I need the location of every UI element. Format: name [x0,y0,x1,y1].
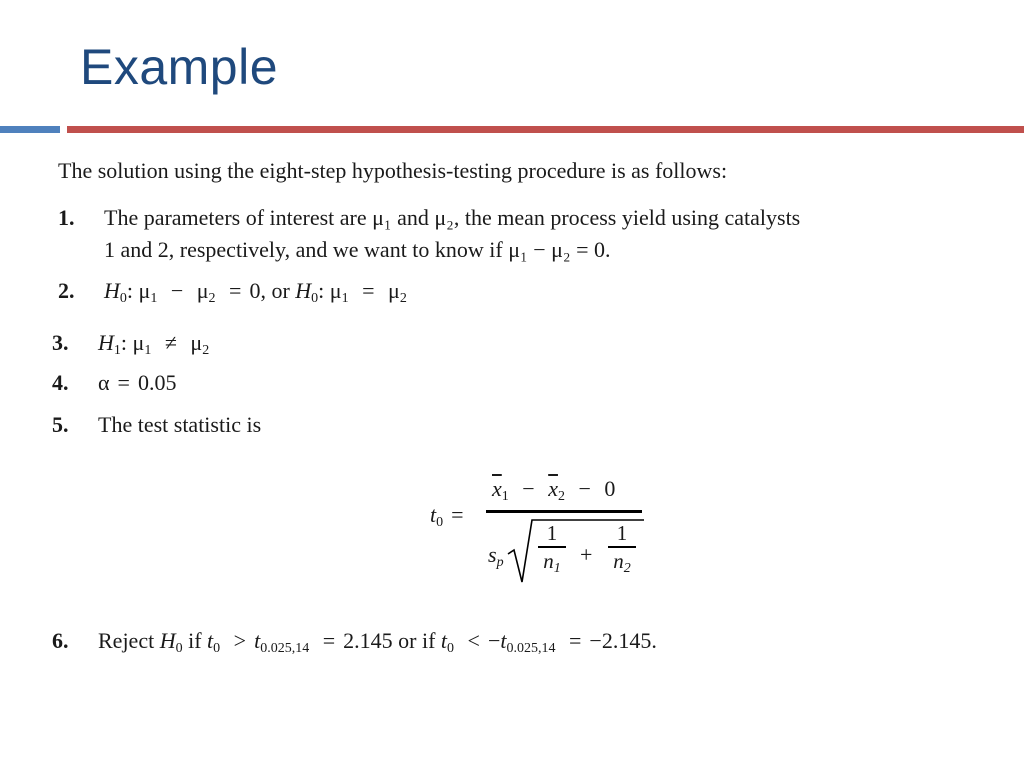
rejection-criterion: Reject $H_0$ if $t_0 > t_{0.025,14} = 2.145$ or if $t_0 < -t_{0.025,14} = -2.145$. [98,628,657,656]
slide-title: Example [80,39,279,95]
formula-lhs: $t_0$ = [430,502,464,530]
step-5 [52,412,452,442]
step-1-line-1: The parameters of interest are μ₁ and μ₂, the mean process yield using catalysts [104,205,801,230]
step-number: 5. [52,412,69,437]
null-hypothesis: $H_0$: $\mu_1 - \mu_2 = 0$, or $H_0$: $\mu_1 = \mu_2$ [104,278,407,306]
step-number: 2. [58,278,75,303]
step-1-line-2: 1 and 2, respectively, and we want to know if μ₁ − μ₂ = 0. [104,237,611,262]
one-over-n2: $\frac{1}{n_2}$ [608,520,636,574]
intro-text: The solution using the eight-step hypothesis-testing procedure is as follows: [58,158,728,183]
step-4 [52,370,452,400]
one-over-n1: $\frac{1}{n_1}$ [538,520,566,574]
step-number: 1. [58,205,75,230]
step-number: 4. [52,370,69,395]
step-2 [58,278,658,308]
step-3 [52,330,452,360]
step-6 [52,628,952,660]
alternative-hypothesis: $H_1$: $\mu_1 \ne \mu_2$ [98,330,210,358]
title-accent-bar-blue [0,126,60,133]
pooled-sd: $s_p$ [488,542,504,570]
step-number: 6. [52,628,69,653]
significance-level: α = 0.05 [98,370,177,395]
fraction-bar [486,510,642,513]
test-statistic-formula [430,470,660,590]
plus-sign: + [580,542,593,567]
step-1 [58,205,998,265]
title-accent-bar-red [67,126,1024,133]
step-number: 3. [52,330,69,355]
step-5-text: The test statistic is [98,412,262,437]
formula-numerator: $\overline{x}_1 - \overline{x}_2 - 0$ [492,476,616,504]
